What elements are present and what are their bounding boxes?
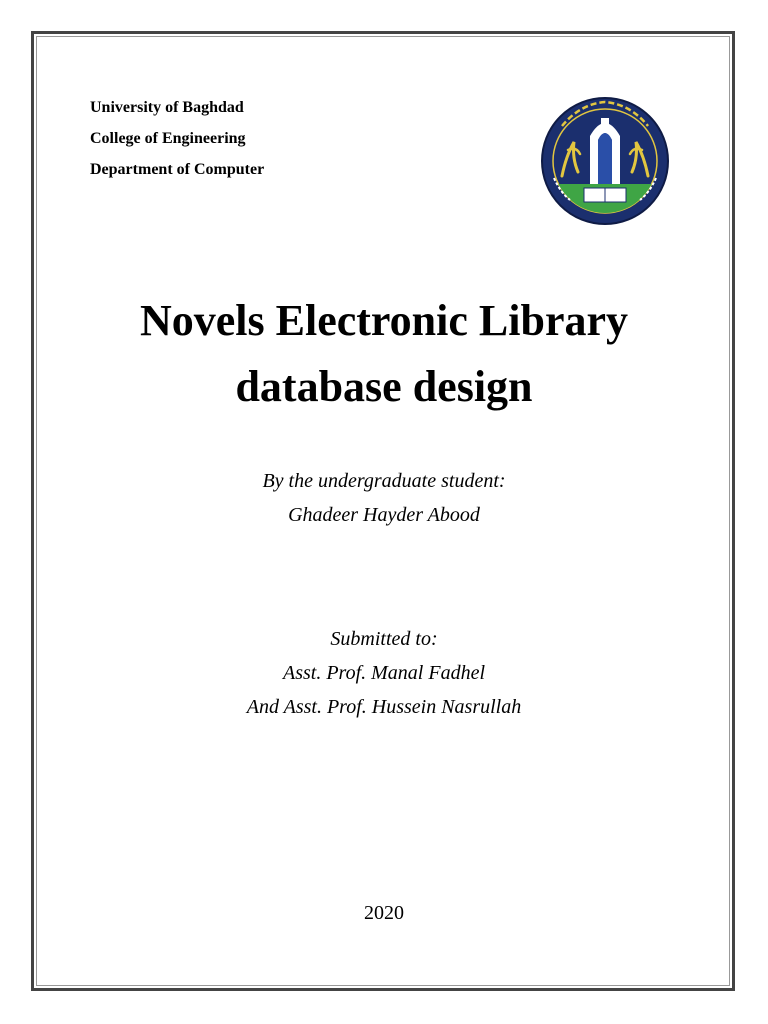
- department-name: Department of Computer: [90, 161, 265, 178]
- college-name: College of Engineering: [90, 130, 246, 147]
- submission-intro: Submitted to:: [330, 628, 438, 650]
- supervisor-1: Asst. Prof. Manal Fadhel: [282, 662, 486, 684]
- author-block: [0, 464, 768, 532]
- institution-header: [90, 92, 264, 185]
- title-line-2: database design: [235, 362, 533, 411]
- submission-block: [0, 622, 768, 724]
- supervisor-2: And Asst. Prof. Hussein Nasrullah: [246, 696, 522, 718]
- university-name: University of Baghdad: [90, 99, 244, 116]
- author-intro: By the undergraduate student:: [262, 470, 506, 492]
- title-line-1: Novels Electronic Library: [140, 296, 628, 345]
- submission-year: 2020: [364, 902, 404, 924]
- author-name: Ghadeer Hayder Abood: [288, 504, 480, 526]
- university-seal-icon: [540, 96, 670, 226]
- document-title: [0, 288, 768, 420]
